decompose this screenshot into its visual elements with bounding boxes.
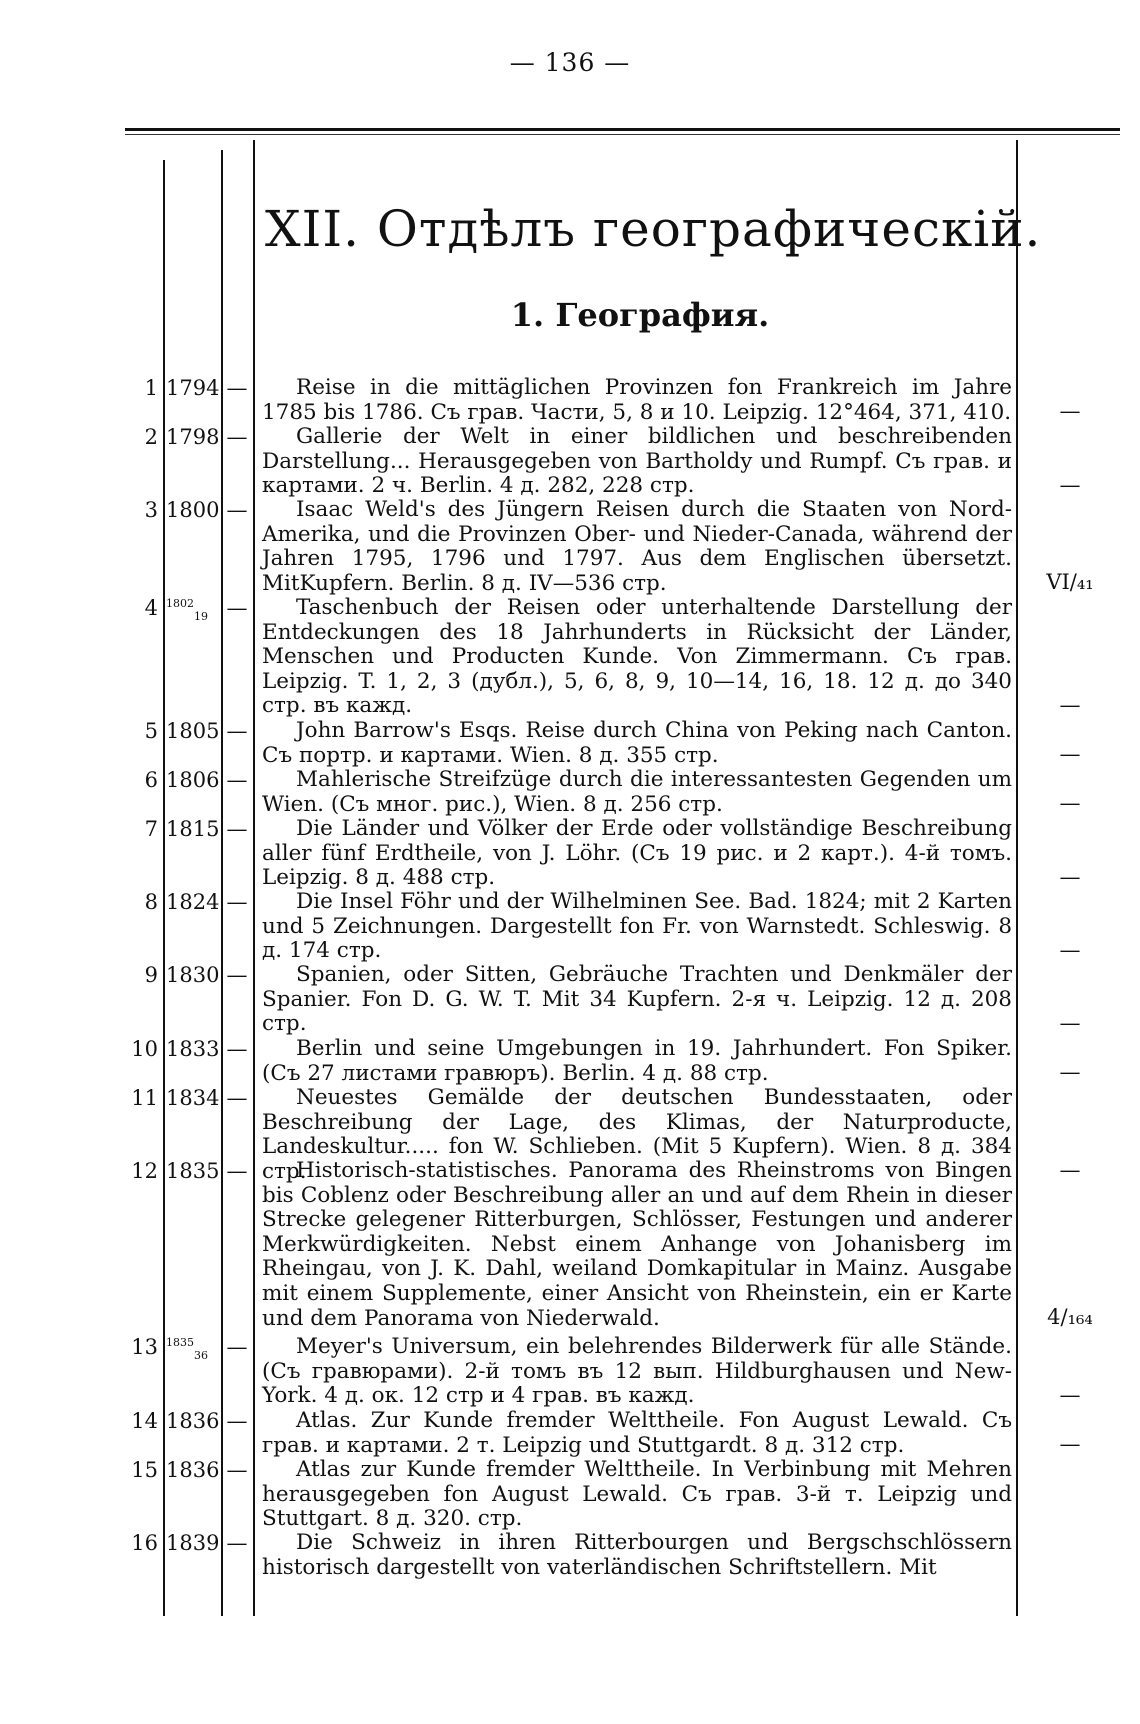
entry-dash: — — [226, 425, 248, 449]
entry-year — [166, 768, 220, 792]
entry-year — [166, 425, 220, 449]
entry-number: 2 — [144, 425, 158, 449]
entry-year-suffix: 19 — [194, 610, 208, 624]
entry-text: Isaac Weld's des Jüngern Reisen durch die Staaten von Nord-Amerika, und die Provinzen Ober- und Nieder-Canada, während der Jahren 1795, 1796 und 1797. Aus dem Englischen übersetzt. MitKupfern. Berlin. 8 д. IV—536 стр. — [262, 497, 1012, 596]
entry-year-value: 1836 — [166, 1409, 220, 1433]
entry-mark: — — [1059, 791, 1081, 815]
entry-number: 7 — [144, 817, 158, 841]
page-number: — 136 — — [509, 48, 631, 77]
entry-mark: — — [1059, 865, 1081, 889]
entry-text: Die Insel Föhr und der Wilhelminen See. Bad. 1824; mit 2 Karten und 5 Zeichnungen. Dargestellt fon Fr. von Warnstedt. Schleswig. 8 д. 174 стр. — [262, 889, 1012, 964]
entry-dash: — — [226, 1458, 248, 1482]
entry-text: Die Schweiz in ihren Ritterbourgen und Bergschschlössern historisch dargestellt von vaterländischen Schriftstellern. Mit — [262, 1530, 1012, 1580]
entry-year-value: 1824 — [166, 890, 220, 914]
entry-year — [166, 817, 220, 841]
entry-number: 8 — [144, 890, 158, 914]
entry-year — [166, 1159, 220, 1183]
entry-mark: — — [1059, 1383, 1081, 1407]
entry-dash: — — [226, 963, 248, 987]
entry-year-value: 1836 — [166, 1458, 220, 1482]
entry-year-value: 1834 — [166, 1086, 220, 1110]
entry-year — [166, 498, 220, 522]
entry-text: Spanien, oder Sitten, Gebräuche Trachten und Denkmäler der Spanier. Fon D. G. W. T. Mit 34 Kupfern. 2-я ч. Leipzig. 12 д. 208 стр. — [262, 962, 1012, 1037]
entry-text: Meyer's Universum, ein belehrendes Bilderwerk für alle Stände. (Съ гравюрами). 2-й томъ въ 12 вып. Hildburghausen und New-York. 4 д. ок. 12 стр и 4 грав. въ кажд. — [262, 1334, 1012, 1409]
entry-year-value: 1815 — [166, 817, 220, 841]
entry-dash: — — [226, 1531, 248, 1555]
entry-text: Taschenbuch der Reisen oder unterhaltende Darstellung der Entdeckungen des 18 Jahrhunderts in Rücksicht der Länder, Menschen und Producten Kunde. Von Zimmermann. Съ грав. Leipzig. T. 1, 2, 3 (дубл.), 5, 6, 8, 9, 10—14, 16, 18. 12 д. до 340 стр. въ кажд. — [262, 595, 1012, 719]
section-title: XII. Отдѣлъ географическій. — [265, 200, 1042, 258]
entry-dash: — — [226, 768, 248, 792]
entry-year — [166, 1409, 220, 1433]
entry-dash: — — [226, 719, 248, 743]
entry-year-value: 1805 — [166, 719, 220, 743]
entry-text: Mahlerische Streifzüge durch die interessantesten Gegenden um Wien. (Съ мног. рис.), Wien. 8 д. 256 стр. — [262, 767, 1012, 817]
entry-year-suffix: 36 — [194, 1349, 208, 1363]
entry-dash: — — [226, 596, 248, 620]
entry-mark: — — [1059, 1158, 1081, 1182]
entry-dash: — — [226, 817, 248, 841]
entry-year — [166, 890, 220, 914]
entry-text: Historisch-statistisches. Panorama des Rheinstroms von Bingen bis Coblenz oder Beschreibung aller an und auf dem Rhein in dieser Strecke gelegener Ritterburgen, Schlösser, Festungen und anderer Merkwürdigkeiten. Nebst einem Anhange von Johanisberg im Rheingau, von J. K. Dahl, weiland Domkapitular in Mainz. Ausgabe mit einem Supplemente, einer Ansicht von Rheinstein, ein er Karte und dem Panorama von Niederwald. — [262, 1158, 1012, 1331]
column-rule-year — [221, 150, 223, 1616]
entry-year-value: 1798 — [166, 425, 220, 449]
entry-dash: — — [226, 498, 248, 522]
entry-text: Reise in die mittäglichen Provinzen fon Frankreich im Jahre 1785 bis 1786. Съ грав. Части, 5, 8 и 10. Leipzig. 12°464, 371, 410. — [262, 375, 1012, 425]
entry-text: Atlas. Zur Kunde fremder Welttheile. Fon August Lewald. Съ грав. и картами. 2 т. Leipzig und Stuttgardt. 8 д. 312 стр. — [262, 1408, 1012, 1458]
entry-dash: — — [226, 376, 248, 400]
entry-year-value: 1806 — [166, 768, 220, 792]
entry-year — [166, 719, 220, 743]
entry-text: Berlin und seine Umgebungen in 19. Jahrhundert. Fon Spiker. (Съ 27 листами гравюръ). Berlin. 4 д. 88 стр. — [262, 1036, 1012, 1086]
entry-year — [166, 1037, 220, 1061]
header-rule — [125, 128, 1120, 131]
entry-dash: — — [226, 1159, 248, 1183]
subsection-title: 1. География. — [510, 296, 770, 334]
entry-dash: — — [226, 890, 248, 914]
entry-dash: — — [226, 1086, 248, 1110]
entry-number: 14 — [131, 1409, 158, 1433]
entry-year-value: 1835 — [166, 1159, 220, 1183]
column-rule-text-left — [253, 140, 255, 1616]
entry-mark: — — [1059, 742, 1081, 766]
column-rule-number — [163, 160, 165, 1616]
entry-number: 16 — [131, 1531, 158, 1555]
entry-year-value: 1835 — [166, 1336, 194, 1349]
entry-number: 6 — [144, 768, 158, 792]
entry-text: Gallerie der Welt in einer bildlichen und beschreibenden Darstellung... Herausgegeben von Bartholdy und Rumpf. Съ грав. и картами. 2 ч. Berlin. 4 д. 282, 228 стр. — [262, 424, 1012, 499]
entry-year-value: 1802 — [166, 597, 194, 610]
entry-mark: — — [1059, 1432, 1081, 1456]
entry-text: Die Länder und Völker der Erde oder vollständige Beschreibung aller fünf Erdtheile, von J. Löhr. (Съ 19 рис. и 2 карт.). 4-й томъ. Leipzig. 8 д. 488 стр. — [262, 816, 1012, 891]
entry-year-value: 1839 — [166, 1531, 220, 1555]
entry-number: 11 — [131, 1086, 158, 1110]
entry-number: 10 — [131, 1037, 158, 1061]
entry-year — [166, 1531, 220, 1555]
entry-year-value: 1830 — [166, 963, 220, 987]
entry-dash: — — [226, 1037, 248, 1061]
entry-number: 15 — [131, 1458, 158, 1482]
entry-dash: — — [226, 1335, 248, 1359]
entry-text: Atlas zur Kunde fremder Welttheile. In Verbinbung mit Mehren herausgegeben fon August Lewald. Съ грав. 3-й т. Leipzig und Stuttgart. 8 д. 320. стр. — [262, 1457, 1012, 1532]
entry-mark: — — [1059, 938, 1081, 962]
entry-mark: VI/₄₁ — [1046, 570, 1094, 594]
entry-year — [166, 963, 220, 987]
entry-mark: — — [1059, 693, 1081, 717]
entry-number: 12 — [131, 1159, 158, 1183]
entry-mark: — — [1059, 1011, 1081, 1035]
entry-year-value: 1833 — [166, 1037, 220, 1061]
entry-number: 9 — [144, 963, 158, 987]
entry-number: 13 — [131, 1335, 158, 1359]
entry-year — [166, 1335, 216, 1362]
entry-year — [166, 1086, 220, 1110]
entry-text: John Barrow's Esqs. Reise durch China von Peking nach Canton. Съ портр. и картами. Wien. 8 д. 355 стр. — [262, 718, 1012, 768]
header-rule-thin — [125, 134, 1120, 135]
entry-number: 1 — [144, 376, 158, 400]
entry-number: 5 — [144, 719, 158, 743]
entry-text: Neuestes Gemälde der deutschen Bundesstaaten, oder Beschreibung der Lage, des Klimas, der Naturproducte, Landeskultur..... fon W. Schlieben. (Mit 5 Kupfern). Wien. 8 д. 384 стр. — [262, 1085, 1012, 1184]
entry-dash: — — [226, 1409, 248, 1433]
entry-year — [166, 1458, 220, 1482]
entry-year-value: 1794 — [166, 376, 220, 400]
entry-mark: — — [1059, 473, 1081, 497]
entry-mark: — — [1059, 399, 1081, 423]
entry-number: 3 — [144, 498, 158, 522]
entry-year — [166, 376, 220, 400]
entry-mark: 4/₁₆₄ — [1047, 1305, 1093, 1329]
entry-number: 4 — [144, 596, 158, 620]
entry-year — [166, 596, 216, 623]
entry-mark: — — [1059, 1060, 1081, 1084]
entry-year-value: 1800 — [166, 498, 220, 522]
column-rule-text-right — [1016, 140, 1018, 1616]
